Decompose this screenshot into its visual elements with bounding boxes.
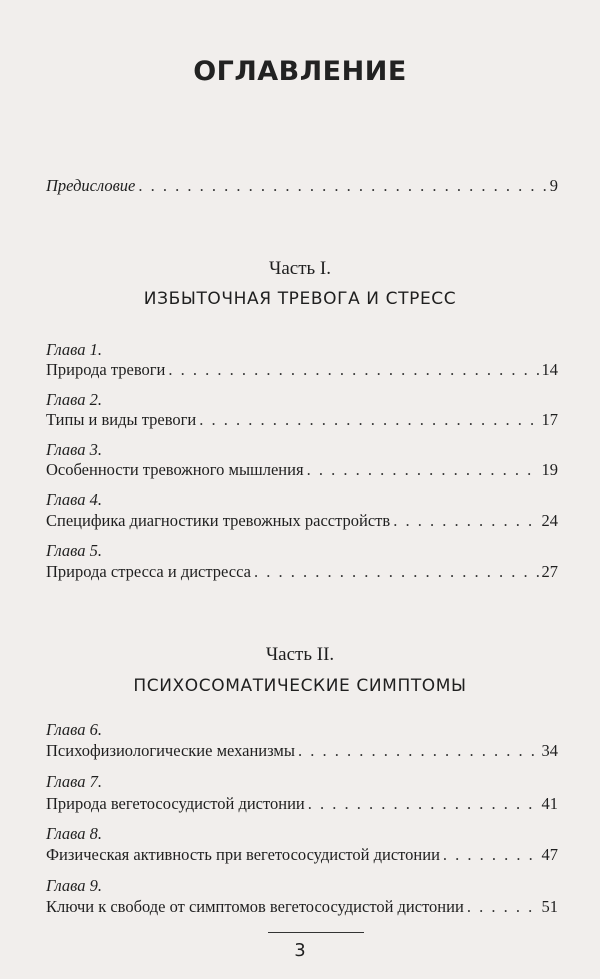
leader-dots [298, 741, 539, 761]
leader-dots [467, 897, 539, 917]
chapter-2-title: Типы и виды тревоги [46, 410, 197, 429]
toc-entry-chapter-5[interactable] [46, 562, 558, 582]
chapter-6-title: Психофизиологические механизмы [46, 741, 295, 760]
chapter-9-page: 51 [541, 897, 558, 916]
chapter-3-title: Особенности тревожного мышления [46, 460, 304, 479]
leader-dots [168, 360, 538, 380]
part-1-number: Часть I. [268, 258, 331, 279]
chapter-7-page: 41 [541, 794, 558, 813]
leader-dots [308, 794, 539, 814]
toc-entry-chapter-7[interactable] [46, 794, 558, 814]
chapter-8-label: Глава 8. [46, 824, 102, 843]
chapter-8-title: Физическая активность при вегетососудистой дистонии [46, 845, 440, 864]
chapter-2-label: Глава 2. [46, 390, 102, 409]
leader-dots [138, 176, 546, 196]
leader-dots [307, 460, 539, 480]
chapter-1-title: Природа тревоги [46, 360, 166, 379]
chapter-8-page: 47 [541, 845, 558, 864]
part-1-title: ИЗБЫТОЧНАЯ ТРЕВОГА И СТРЕСС [143, 289, 457, 309]
chapter-7-title: Природа вегетососудистой дистонии [46, 794, 305, 813]
toc-entry-chapter-2[interactable] [46, 410, 558, 430]
leader-dots [199, 410, 538, 430]
part-2-number: Часть II. [265, 644, 335, 665]
chapter-5-page: 27 [541, 562, 558, 581]
chapter-6-label: Глава 6. [46, 720, 102, 739]
leader-dots [443, 845, 539, 865]
toc-entry-chapter-9[interactable] [46, 897, 558, 917]
chapter-7-label: Глава 7. [46, 772, 102, 791]
toc-entry-preface[interactable] [46, 176, 558, 196]
toc-entry-chapter-4[interactable] [46, 511, 558, 531]
toc-entry-chapter-1[interactable] [46, 360, 558, 380]
chapter-2-page: 17 [541, 410, 558, 429]
chapter-1-label: Глава 1. [46, 340, 102, 359]
chapter-5-label: Глава 5. [46, 541, 102, 560]
toc-entry-chapter-3[interactable] [46, 460, 558, 480]
chapter-3-page: 19 [541, 460, 558, 479]
chapter-9-label: Глава 9. [46, 876, 102, 895]
page-number: 3 [294, 940, 306, 961]
toc-entry-chapter-8[interactable] [46, 845, 558, 865]
chapter-9-title: Ключи к свободе от симптомов вегетососудистой дистонии [46, 897, 464, 916]
preface-page: 9 [549, 176, 558, 195]
leader-dots [254, 562, 539, 582]
leader-dots [393, 511, 538, 531]
preface-label: Предисловие [46, 176, 136, 195]
footer-rule [268, 932, 364, 933]
toc-entry-chapter-6[interactable] [46, 741, 558, 761]
chapter-4-label: Глава 4. [46, 490, 102, 509]
page-title: ОГЛАВЛЕНИЕ [193, 56, 407, 87]
chapter-4-page: 24 [541, 511, 558, 530]
chapter-4-title: Специфика диагностики тревожных расстройств [46, 511, 391, 530]
chapter-3-label: Глава 3. [46, 440, 102, 459]
part-2-title: ПСИХОСОМАТИЧЕСКИЕ СИМПТОМЫ [133, 676, 467, 696]
chapter-1-page: 14 [541, 360, 558, 379]
chapter-6-page: 34 [541, 741, 558, 760]
chapter-5-title: Природа стресса и дистресса [46, 562, 251, 581]
